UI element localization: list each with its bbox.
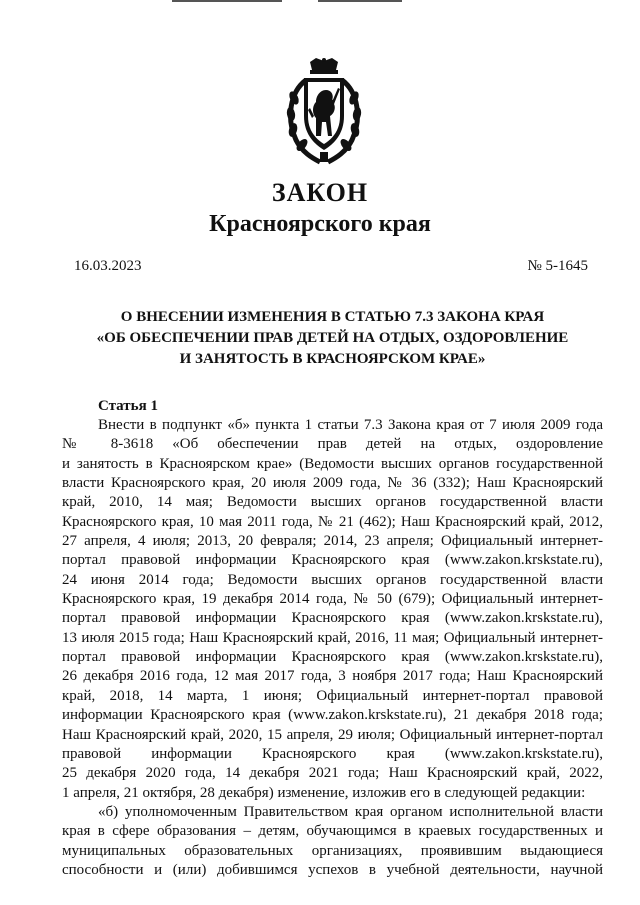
document-date: 16.03.2023 bbox=[74, 258, 142, 274]
law-heading bbox=[60, 307, 605, 370]
body-line: Внести в подпункт «б» пункта 1 статьи 7.3 Закона края от 7 июля 2009 года bbox=[98, 417, 603, 433]
body-line: 24 июня 2014 года; Ведомости высших органов государственной власти bbox=[62, 571, 603, 588]
scan-edge-mark bbox=[172, 0, 282, 2]
body-line: муниципальных образовательных организациях, проявившим выдающиеся bbox=[62, 842, 603, 859]
body-line: Наш Красноярский край, 2020, 15 апреля, 29 июля; Официальный интернет-портал bbox=[62, 726, 603, 743]
article-title: Статья 1 bbox=[98, 398, 158, 414]
body-line: власти Красноярского края, 20 июля 2009 года, № 36 (332); Наш Красноярский bbox=[62, 475, 603, 492]
document-subtitle: Красноярского края bbox=[209, 211, 431, 237]
body-line: способности и (или) добившимся успехов в учебной деятельности, научной bbox=[62, 861, 603, 878]
heading-line: И ЗАНЯТОСТЬ В КРАСНОЯРСКОМ КРАЕ» bbox=[179, 351, 486, 367]
scan-edge-mark bbox=[318, 0, 402, 2]
body-line: портал правовой информации Красноярского края (www.zakon.krskstate.ru), bbox=[62, 552, 603, 569]
body-line: 25 декабря 2020 года, 14 декабря 2021 года; Наш Красноярский край, 2022, bbox=[62, 765, 603, 782]
body-line: Красноярского края, 10 мая 2011 года, № 21 (462); Наш Красноярский край, 2012, bbox=[62, 513, 603, 530]
body-line: 27 апреля, 4 июля; 2013, 20 февраля; 2014, 23 апреля; Официальный интернет- bbox=[62, 533, 603, 550]
body-line: «б) уполномоченным Правительством края органом исполнительной власти bbox=[98, 803, 603, 820]
article-body bbox=[62, 416, 603, 880]
body-line: Красноярского края, 19 декабря 2014 года, № 50 (679); Официальный интернет- bbox=[62, 591, 603, 608]
body-line: 26 декабря 2016 года, 12 мая 2017 года, 3 ноября 2017 года; Наш Красноярский bbox=[62, 668, 603, 685]
body-line: портал правовой информации Красноярского края (www.zakon.krskstate.ru), bbox=[62, 649, 603, 666]
heading-line: О ВНЕСЕНИИ ИЗМЕНЕНИЯ В СТАТЬЮ 7.3 ЗАКОНА КРАЯ bbox=[120, 309, 545, 325]
document-title: ЗАКОН bbox=[271, 178, 369, 207]
heading-line: «ОБ ОБЕСПЕЧЕНИИ ПРАВ ДЕТЕЙ НА ОТДЫХ, ОЗДОРОВЛЕНИЕ bbox=[96, 330, 569, 346]
body-line: информации Красноярского края (www.zakon.krskstate.ru), 21 декабря 2018 года; bbox=[62, 707, 603, 724]
body-line: правовой информации Красноярского края (www.zakon.krskstate.ru), bbox=[62, 745, 603, 762]
body-line: край, 2018, 14 марта, 1 июня; Официальный интернет-портал правовой bbox=[62, 687, 603, 704]
body-line: портал правовой информации Красноярского края (www.zakon.krskstate.ru), bbox=[62, 610, 603, 627]
body-line: и занятость в Красноярском крае» (Ведомости высших органов государственной bbox=[62, 455, 603, 472]
krasnoyarsk-coat-of-arms-icon bbox=[286, 58, 362, 166]
body-line: край, 2010, 14 мая; Ведомости высших органов государственной власти bbox=[62, 494, 603, 511]
body-line: 1 апреля, 21 октября, 28 декабря) изменение, изложив его в следующей редакции: bbox=[62, 784, 586, 801]
document-number: № 5-1645 bbox=[527, 258, 588, 274]
body-line: № 8-3618 «Об обеспечении прав детей на отдых, оздоровление bbox=[62, 436, 603, 453]
body-line: края в сфере образования – детям, обучающимся в краевых государственных и bbox=[62, 823, 603, 840]
body-line: 13 июля 2015 года; Наш Красноярский край, 2016, 11 мая; Официальный интернет- bbox=[62, 629, 603, 646]
